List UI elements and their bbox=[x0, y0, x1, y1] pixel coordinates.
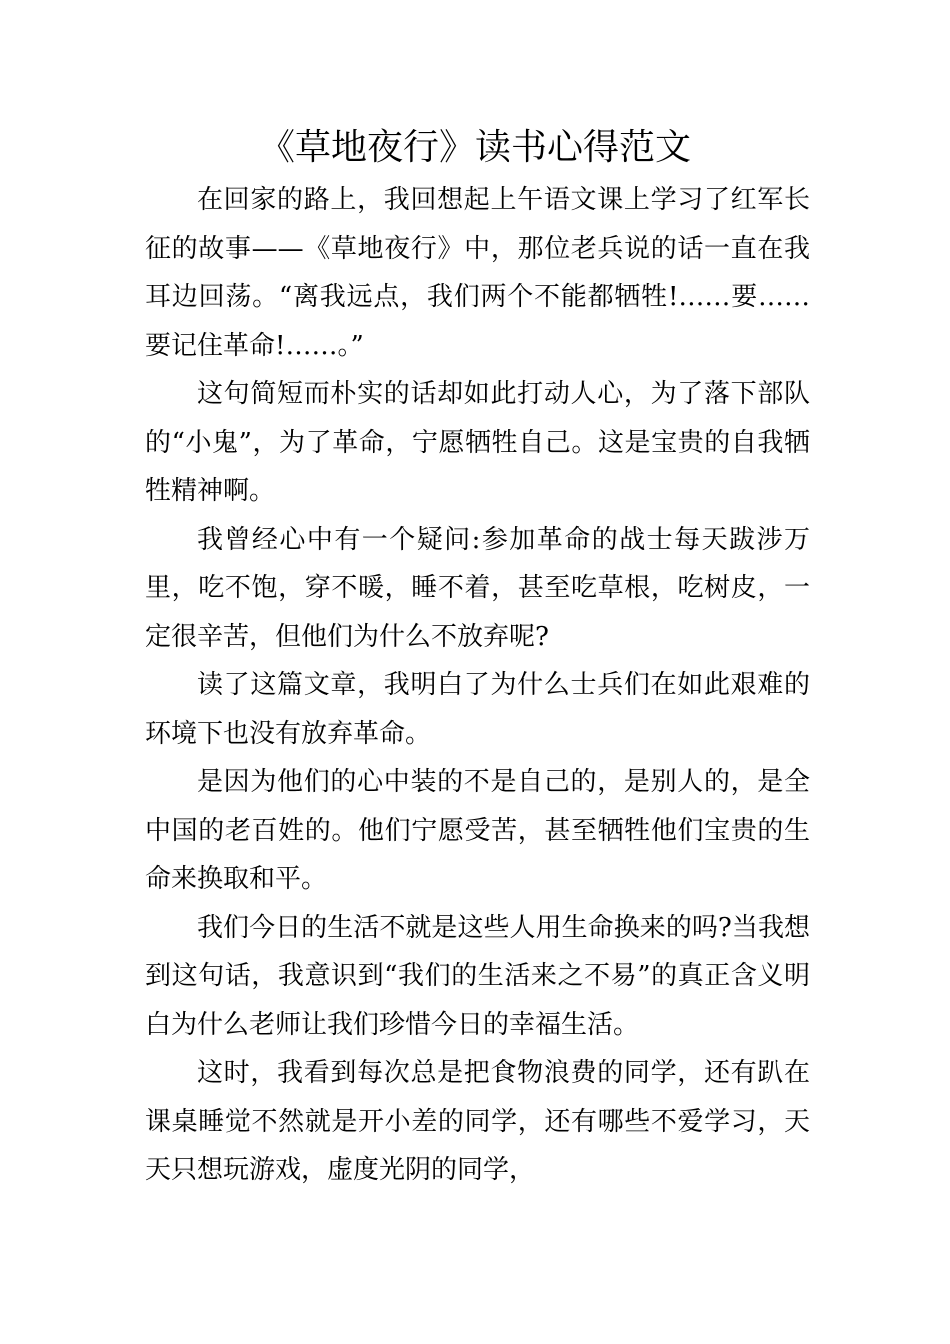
paragraph-7: 这时，我看到每次总是把食物浪费的同学，还有趴在课桌睡觉不然就是开小差的同学，还有哪些不爱学习，天天只想玩游戏，虚度光阴的同学， bbox=[145, 1058, 810, 1185]
paragraph-1: 在回家的路上，我回想起上午语文课上学习了红军长征的故事——《草地夜行》中，那位老兵说的话一直在我耳边回荡。“离我远点，我们两个不能都牺牲!……要……要记住革命!……。” bbox=[145, 185, 810, 361]
paragraph-3: 我曾经心中有一个疑问:参加革命的战士每天跋涉万里，吃不饱，穿不暖，睡不着，甚至吃草根，吃树皮，一定很辛苦，但他们为什么不放弃呢? bbox=[145, 524, 810, 652]
paragraph-2: 这句简短而朴实的话却如此打动人心，为了落下部队的“小鬼”，为了革命，宁愿牺牲自己。这是宝贵的自我牺牲精神啊。 bbox=[145, 379, 810, 506]
paragraph-4: 读了这篇文章，我明白了为什么士兵们在如此艰难的环境下也没有放弃革命。 bbox=[145, 670, 810, 749]
paragraph-6: 我们今日的生活不就是这些人用生命换来的吗?当我想到这句话，我意识到“我们的生活来之不易”的真正含义明白为什么老师让我们珍惜今日的幸福生活。 bbox=[145, 912, 810, 1040]
document-title: 《草地夜行》读书心得范文 bbox=[258, 127, 691, 168]
document-body bbox=[145, 176, 810, 1195]
paragraph-5: 是因为他们的心中装的不是自己的，是别人的，是全中国的老百姓的。他们宁愿受苦，甚至牺牲他们宝贵的生命来换取和平。 bbox=[145, 767, 810, 894]
